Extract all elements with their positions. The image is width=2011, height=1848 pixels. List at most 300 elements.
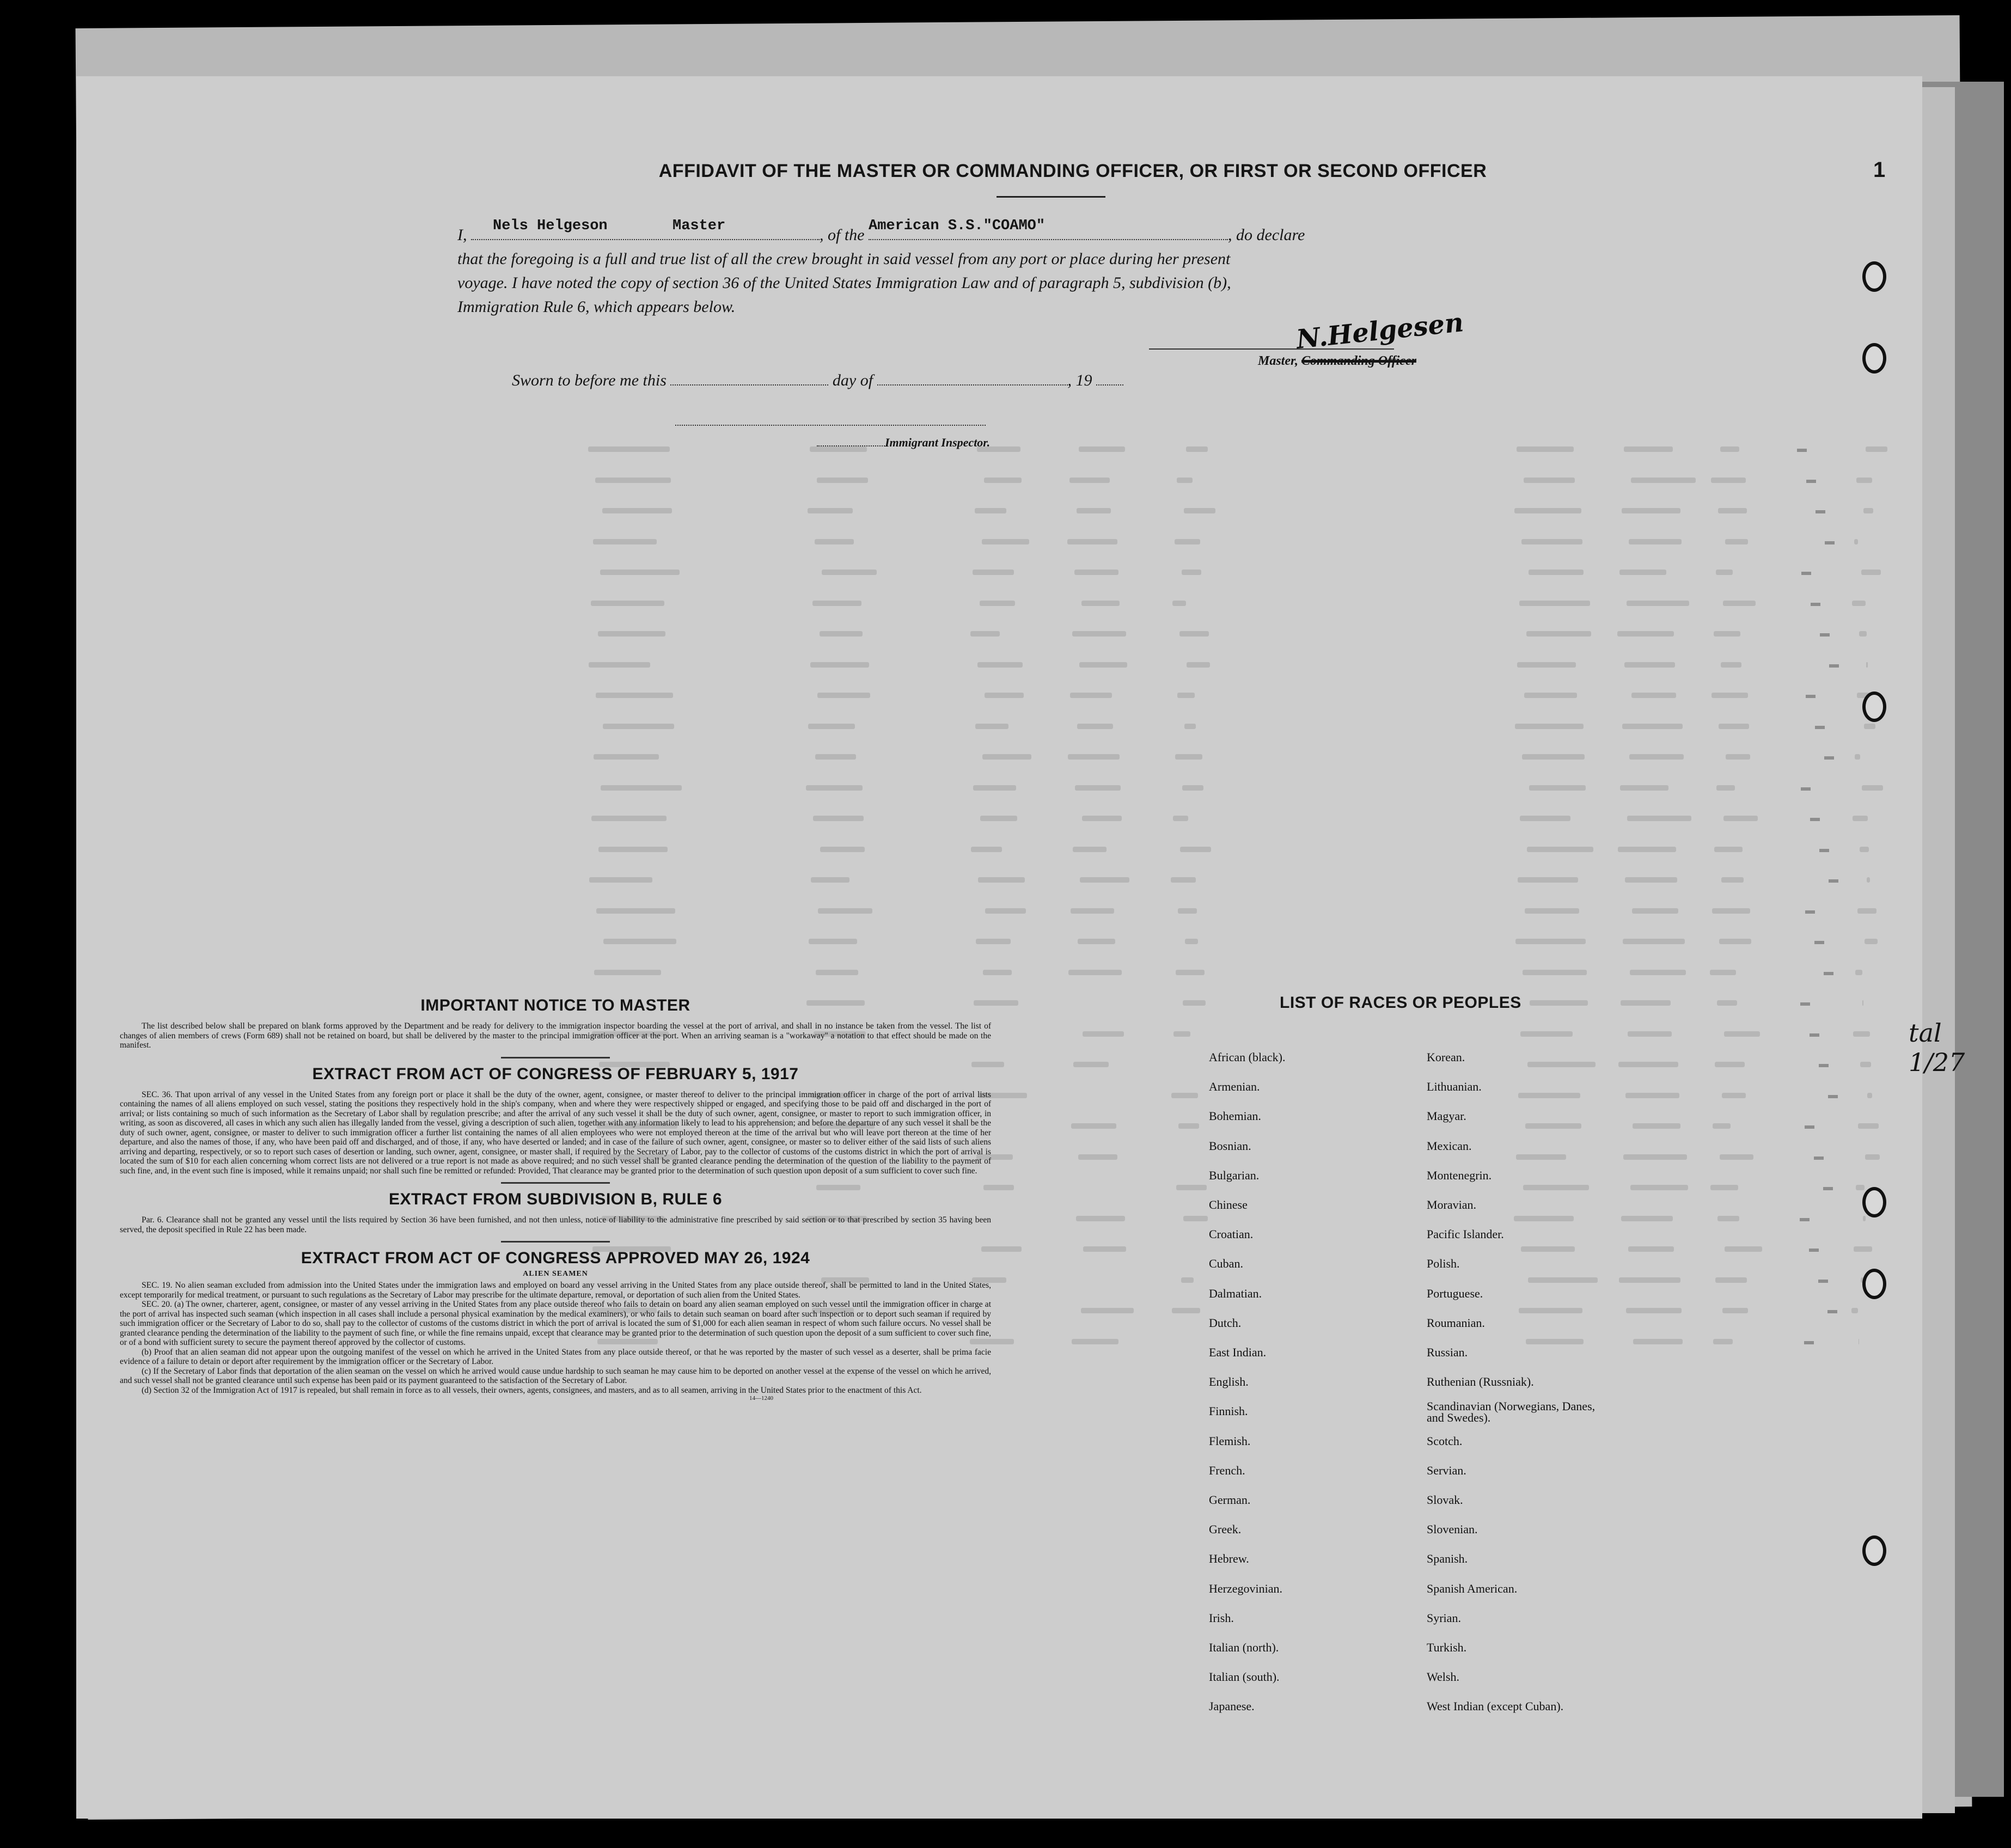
bleed-through-entry xyxy=(1710,970,1736,975)
bleed-through-entry xyxy=(1181,1277,1194,1283)
bleed-through-entry xyxy=(983,970,1012,975)
bleed-through-entry xyxy=(1068,754,1120,760)
bleed-through-mark xyxy=(1827,1310,1837,1313)
bleed-through-entry xyxy=(1860,847,1869,852)
bleed-through-entry xyxy=(806,785,863,791)
bleed-through-entry xyxy=(601,785,682,791)
declaration-line-1 xyxy=(457,218,1612,247)
bleed-through-entry xyxy=(1077,508,1111,513)
bleed-through-entry xyxy=(813,816,864,821)
bleed-through-mark xyxy=(1829,664,1839,668)
bleed-through-entry xyxy=(971,847,1002,852)
bleed-through-mark xyxy=(1805,1125,1814,1129)
bleed-through-entry xyxy=(1632,908,1678,914)
bleed-through-entry xyxy=(815,754,856,760)
bleed-through-entry xyxy=(1526,1339,1584,1344)
bleed-through-entry xyxy=(1711,478,1746,483)
bleed-through-entry xyxy=(594,754,659,760)
sworn-statement xyxy=(512,370,1123,390)
bleed-through-entry xyxy=(1071,1123,1116,1129)
bleed-through-entry xyxy=(1518,1093,1580,1098)
bleed-through-entry xyxy=(1629,754,1684,760)
inspector-dash xyxy=(817,437,885,446)
bleed-through-entry xyxy=(970,631,1000,637)
bleed-through-entry xyxy=(1719,939,1751,944)
declaration-of-the: , of the xyxy=(820,226,865,244)
race-item: Polish. xyxy=(1427,1257,1460,1271)
bleed-through-entry xyxy=(1710,1185,1738,1190)
declaration-do-declare: , do declare xyxy=(1228,226,1305,244)
bleed-through-entry xyxy=(1629,539,1682,544)
bleed-through-entry xyxy=(596,908,675,914)
bleed-through-entry xyxy=(1514,1216,1574,1221)
bleed-through-entry xyxy=(1079,446,1125,452)
bleed-through-entry xyxy=(976,939,1011,944)
bleed-through-entry xyxy=(1721,877,1744,883)
bleed-through-entry xyxy=(1626,1308,1682,1313)
race-item: Herzegovinian. xyxy=(1209,1581,1282,1595)
bleed-through-entry xyxy=(811,877,849,883)
bleed-through-entry xyxy=(1633,1339,1683,1344)
bleed-through-entry xyxy=(1082,816,1122,821)
sworn-day-of: day of xyxy=(832,371,873,389)
bleed-through-entry xyxy=(1081,601,1120,606)
race-item: Japanese. xyxy=(1209,1699,1255,1714)
race-item: Russian. xyxy=(1427,1345,1468,1359)
vessel-field xyxy=(869,218,1228,240)
bleed-through-entry xyxy=(1523,970,1587,975)
bleed-through-entry xyxy=(1866,662,1868,668)
sworn-year: , 19 xyxy=(1067,371,1092,389)
race-item: Greek. xyxy=(1209,1522,1242,1537)
bleed-through-entry xyxy=(820,631,863,637)
declaration-pronoun: I, xyxy=(457,226,467,244)
bleed-through-entry xyxy=(1857,908,1876,914)
bleed-through-entry xyxy=(602,508,672,513)
bleed-through-entry xyxy=(1180,847,1211,852)
race-item: African (black). xyxy=(1209,1050,1286,1064)
bleed-through-mark xyxy=(1800,1218,1810,1221)
race-item: Magyar. xyxy=(1427,1109,1466,1123)
bleed-through-entry xyxy=(1185,939,1198,944)
bleed-through-mark xyxy=(1800,1002,1810,1006)
bleed-through-entry xyxy=(1515,724,1584,729)
bleed-through-entry xyxy=(1072,1339,1118,1344)
bleed-through-entry xyxy=(1723,601,1756,606)
signature-label xyxy=(1258,354,1416,369)
bleed-through-entry xyxy=(1524,693,1577,698)
bleed-through-entry xyxy=(1175,539,1200,544)
bleed-through-entry xyxy=(1631,478,1696,483)
bleed-through-mark xyxy=(1829,879,1838,883)
race-item: Spanish. xyxy=(1427,1552,1468,1566)
sworn-day-field xyxy=(670,370,828,385)
bleed-through-entry xyxy=(1177,478,1193,483)
form-number: 14—1240 xyxy=(749,1395,773,1402)
declaration xyxy=(457,218,1612,319)
bleed-through-entry xyxy=(1726,754,1750,760)
master-signature: N.Helgesen xyxy=(1294,307,1465,355)
race-item: Slovak. xyxy=(1427,1493,1463,1507)
section-rule xyxy=(501,1182,610,1184)
bleed-through-entry xyxy=(818,908,872,914)
bleed-through-entry xyxy=(1622,724,1683,729)
bleed-through-entry xyxy=(1182,785,1203,791)
bleed-through-entry xyxy=(810,662,869,668)
bleed-through-mark xyxy=(1805,910,1815,914)
bleed-through-mark xyxy=(1806,480,1816,483)
bleed-through-entry xyxy=(980,601,1015,606)
bleed-through-entry xyxy=(1720,1154,1753,1160)
race-item: Italian (south). xyxy=(1209,1670,1280,1684)
bleed-through-entry xyxy=(1618,847,1676,852)
bleed-through-entry xyxy=(1717,1000,1737,1006)
extract-1917-heading: EXTRACT FROM ACT OF CONGRESS OF FEBRUARY 5, 1917 xyxy=(312,1064,799,1083)
signature-label-master: Master, xyxy=(1258,354,1299,368)
bleed-through-entry xyxy=(975,724,1008,729)
bleed-through-entry xyxy=(815,539,854,544)
bleed-through-entry xyxy=(1854,1246,1872,1252)
bleed-through-entry xyxy=(1073,1062,1109,1067)
bleed-through-entry xyxy=(1521,1246,1575,1252)
bleed-through-entry xyxy=(1529,570,1584,575)
race-item: Roumanian. xyxy=(1427,1315,1485,1330)
bleed-through-entry xyxy=(1865,939,1878,944)
bleed-through-entry xyxy=(1077,724,1113,729)
race-item: Dutch. xyxy=(1209,1315,1242,1330)
bleed-through-entry xyxy=(1517,662,1576,668)
race-item: Syrian. xyxy=(1427,1611,1461,1625)
race-item: Portuguese. xyxy=(1427,1286,1483,1300)
bleed-through-entry xyxy=(1083,1246,1126,1252)
bleed-through-mark xyxy=(1824,756,1834,760)
race-item: Chinese xyxy=(1209,1198,1248,1211)
notice-column xyxy=(120,996,991,1402)
section-rule xyxy=(501,1057,610,1058)
bleed-through-entry xyxy=(1621,1000,1671,1006)
sec20d-text: (d) Section 32 of the Immigration Act of 1917 is repealed, but shall remain in force as to all vessels, their owners, agents, consignees, and masters, and as to all seamen, arriving in the United States prior to the enactment of this Act. xyxy=(142,1385,922,1395)
bleed-through-entry xyxy=(1715,1277,1747,1283)
bleed-through-entry xyxy=(1076,1216,1125,1221)
bleed-through-mark xyxy=(1810,1033,1819,1037)
bleed-through-entry xyxy=(1172,1308,1200,1313)
bleed-through-entry xyxy=(1526,631,1591,637)
bleed-through-entry xyxy=(1717,1216,1739,1221)
race-item: German. xyxy=(1209,1493,1251,1507)
bleed-through-entry xyxy=(1175,754,1202,760)
bleed-through-entry xyxy=(1863,1216,1866,1221)
bleed-through-entry xyxy=(1720,446,1739,452)
bleed-through-entry xyxy=(1184,508,1215,513)
bleed-through-entry xyxy=(1713,1339,1733,1344)
bleed-through-entry xyxy=(1080,877,1129,883)
bleed-through-entry xyxy=(1716,785,1735,791)
bleed-through-entry xyxy=(1172,601,1186,606)
bleed-through-mark xyxy=(1816,510,1825,513)
bleed-through-entry xyxy=(1628,1246,1674,1252)
bleed-through-entry xyxy=(1527,1062,1596,1067)
bleed-through-entry xyxy=(1863,508,1873,513)
bleed-through-entry xyxy=(1528,1277,1598,1283)
inspector-text: Immigrant Inspector. xyxy=(885,436,991,449)
bleed-through-entry xyxy=(984,478,1022,483)
bleed-through-entry xyxy=(978,877,1025,883)
bleed-through-entry xyxy=(973,785,1016,791)
bleed-through-entry xyxy=(1079,662,1127,668)
alien-seamen-subheading: ALIEN SEAMEN xyxy=(523,1270,588,1278)
bleed-through-entry xyxy=(1519,601,1590,606)
race-item: Finnish. xyxy=(1209,1404,1248,1418)
race-item: Korean. xyxy=(1427,1050,1465,1064)
bleed-through-entry xyxy=(1721,662,1741,668)
bleed-through-entry xyxy=(1070,693,1112,698)
bleed-through-entry xyxy=(817,693,870,698)
bleed-through-entry xyxy=(1855,970,1862,975)
bleed-through-entry xyxy=(982,754,1031,760)
bleed-through-entry xyxy=(1619,570,1666,575)
bleed-through-entry xyxy=(1525,1123,1581,1129)
bleed-through-entry xyxy=(973,570,1014,575)
bleed-through-entry xyxy=(1078,1154,1117,1160)
sec20c-text: (c) If the Secretary of Labor finds that deportation of the alien seaman on the vessel on which he arrived would cause undue hardship to such seaman he may cause him to be deported on another vessel at the expense of the vessel on which he arrived, and such vessel shall not be granted clearance until such expense has been paid or its payment guaranteed to the satisfaction of the Secretary of Labor. xyxy=(120,1366,991,1385)
bleed-through-entry xyxy=(808,508,853,513)
bleed-through-entry xyxy=(1524,478,1575,483)
bleed-through-entry xyxy=(596,693,673,698)
bleed-through-entry xyxy=(1071,908,1114,914)
bleed-through-entry xyxy=(1078,939,1115,944)
bleed-through-entry xyxy=(1527,847,1593,852)
bleed-through-mark xyxy=(1824,972,1833,975)
sec20a-text: SEC. 20. (a) The owner, charterer, agent, consignee, or master of any vessel arriving in the United States from any place outside thereof who fails to detain on board any alien seaman employed on such vessel until the immigration officer in charge at the port of arrival has inspected such seaman (which inspection in all cases shall include a personal physical examination by the medical examiners), or who fails to detain such seaman on board after such inspection or to deport such seaman if required by such immigration officer or the Secretary of Labor to do so, shall pay to the collector of customs of the customs district in which the port of arrival is located the sum of $1,000 for each alien seaman in respect of whom such failure occurs. No vessel shall be granted clearance pending the determination of the liability to the payment of such fine, or while the fine remains unpaid, except that clearance may be granted prior to the determination of such question upon the deposit of a sum sufficient to cover such fine, or of a bond with sufficient surety to secure the payment thereof approved by the collector of customs. xyxy=(120,1300,991,1347)
race-item: Mexican. xyxy=(1427,1139,1472,1153)
race-item: Bulgarian. xyxy=(1209,1168,1260,1182)
extract-1917-text: SEC. 36. That upon arrival of any vessel in the United States from any foreign port or place it shall be the duty of the owner, agent, consignee, or master thereof to deliver to the principal immigration officer in charge of the port of arrival lists containing the names of all aliens employed on such vessel, stating the positions they respectively hold in the ship's company, when and where they were respectively shipped or engaged, and specifying those to be paid off and discharged in the port of arrival; or lists containing so much of such information as the Secretary of Labor shall by regulation prescribe; and after the arrival of any such vessel it shall be the duty of such owner, agent, consignee, or master to report to such immigration officer, in writing, as soon as discovered, all cases in which any such alien has illegally landed from the vessel, giving a description of such alien, together with any information likely to lead to his apprehension; and before the departure of any such vessel it shall be the duty of such owner, agent, consignee, or master to deliver to such immigration officer a further list containing the names of all alien employees who were not employed thereon at the time of the arrival but who will leave port thereon at the time of her departure, and also the names of those, if any, who have been paid off and discharged, and of those, if any, who have deserted or landed; and in case of the failure of such owner, agent, consignee, or master so to deliver either of the said lists of such aliens arriving and departing, respectively, or so to report such cases of desertion or landing, such owner, agent, consignee, or master shall, if required by the Secretary of Labor, pay to the collector of customs of the customs district in which the port of arrival is located the sum of $10 for each alien concerning whom correct lists are not delivered or a true report is not made as above required; and no such vessel shall be granted clearance pending the determination of the question of the liability to the payment of such fine, and, in the event such fine is imposed, while it remains unpaid; nor shall such fine be remitted or refunded: Provided, That clearance may be granted prior to the determination of such question upon deposit of a sum sufficient to cover such fine. xyxy=(120,1090,991,1176)
bleed-through-entry xyxy=(1178,908,1197,914)
bleed-through-mark xyxy=(1814,1156,1824,1160)
bleed-through-entry xyxy=(1073,847,1107,852)
bleed-through-entry xyxy=(985,693,1024,698)
race-item: Bohemian. xyxy=(1209,1109,1261,1123)
bleed-through-entry xyxy=(1852,601,1866,606)
bleed-through-entry xyxy=(1621,1216,1673,1221)
bleed-through-mark xyxy=(1825,541,1835,544)
bleed-through-entry xyxy=(1867,877,1870,883)
race-item: Montenegrin. xyxy=(1427,1168,1492,1182)
bleed-through-entry xyxy=(975,508,1006,513)
bleed-through-entry xyxy=(591,816,667,821)
bleed-through-mark xyxy=(1804,1341,1814,1344)
bleed-through-entry xyxy=(1521,539,1582,544)
bleed-through-entry xyxy=(809,939,857,944)
bleed-through-entry xyxy=(594,970,661,975)
declaration-line-3: voyage. I have noted the copy of section 36 of the United States Immigration Law and of paragraph 5, subdivision (b), xyxy=(457,274,1231,292)
bleed-through-entry xyxy=(1072,631,1126,637)
bleed-through-entry xyxy=(820,847,865,852)
bleed-through-entry xyxy=(603,724,674,729)
bleed-through-entry xyxy=(1858,1123,1879,1129)
bleed-through-entry xyxy=(1187,662,1210,668)
race-item: East Indian. xyxy=(1209,1345,1267,1359)
bleed-through-entry xyxy=(1171,877,1196,883)
bleed-through-entry xyxy=(982,539,1029,544)
bleed-through-entry xyxy=(817,478,868,483)
bleed-through-entry xyxy=(1068,970,1122,975)
bleed-through-mark xyxy=(1801,572,1811,575)
bleed-through-mark xyxy=(1815,726,1825,729)
declaration-line-4: Immigration Rule 6, which appears below. xyxy=(457,298,736,316)
race-item: Italian (north). xyxy=(1209,1641,1279,1654)
race-item: Scandinavian (Norwegians, Danes, and Swedes). xyxy=(1427,1399,1596,1425)
bleed-through-entry xyxy=(1719,724,1749,729)
bleed-through-entry xyxy=(1627,601,1689,606)
race-item: English. xyxy=(1209,1375,1249,1389)
bleed-through-entry xyxy=(1716,570,1733,575)
bleed-through-entry xyxy=(1724,1031,1760,1037)
bleed-through-entry xyxy=(985,908,1026,914)
bleed-through-entry xyxy=(1851,1308,1858,1313)
bleed-through-entry xyxy=(1171,1093,1198,1098)
section-rule xyxy=(501,1241,610,1243)
bleed-through-entry xyxy=(1859,631,1867,637)
binder-hole xyxy=(1862,1187,1886,1217)
margin-annotation: tal 1/27 xyxy=(1909,1018,1965,1077)
inspector-signature-line xyxy=(675,425,986,426)
bleed-through-entry xyxy=(1177,693,1195,698)
bleed-through-entry xyxy=(1624,446,1673,452)
bleed-through-entry xyxy=(1627,816,1691,821)
bleed-through-entry xyxy=(1617,631,1674,637)
bleed-through-entry xyxy=(1623,1154,1687,1160)
bleed-through-entry xyxy=(1853,1031,1870,1037)
bleed-through-entry xyxy=(1519,1308,1582,1313)
signature-label-struck: Commanding Officer xyxy=(1301,354,1416,368)
bleed-through-entry xyxy=(1183,1216,1208,1221)
bleed-through-entry xyxy=(1725,539,1748,544)
bleed-through-entry xyxy=(603,939,676,944)
bleed-through-entry xyxy=(1630,1185,1688,1190)
bleed-through-entry xyxy=(1081,1308,1134,1313)
bleed-through-entry xyxy=(1530,1000,1588,1006)
bleed-through-entry xyxy=(1866,446,1887,452)
bleed-through-entry xyxy=(1517,446,1574,452)
bleed-through-entry xyxy=(1633,1123,1680,1129)
bleed-through-entry xyxy=(589,662,650,668)
bleed-through-entry xyxy=(598,631,665,637)
notice-text: The list described below shall be prepared on blank forms approved by the Department and be ready for delivery to the immigration inspector boarding the vessel at the port of arrival, and shall in no instance be taken from the vessel. The list of changes of alien members of crews (Form 689) shall not be retained on board, but shall be delivered by the master to the principal immigration officer at the port. When an arriving seaman is a "workaway" a notation to that effect should be made on the manifest. xyxy=(120,1021,991,1050)
bleed-through-entry xyxy=(1625,877,1677,883)
race-item: West Indian (except Cuban). xyxy=(1427,1699,1564,1714)
bleed-through-entry xyxy=(588,446,670,452)
inspector-label xyxy=(817,436,990,450)
affidavit-page xyxy=(76,76,1965,1819)
bleed-through-entry xyxy=(1518,877,1578,883)
bleed-through-mark xyxy=(1811,603,1820,606)
sec19-text: SEC. 19. No alien seaman excluded from admission into the United States under the immigration laws and employed on board any vessel arriving in the United States from any place outside thereof, shall be permitted to land in the United States, except temporarily for medical treatment, or pursuant to such regulations as the Secretary of Labor may prescribe for the ultimate departure, removal, or deportation of such alien from the United States. xyxy=(120,1281,991,1300)
bleed-through-entry xyxy=(977,662,1023,668)
bleed-through-entry xyxy=(1178,1123,1199,1129)
bleed-through-entry xyxy=(1173,816,1188,821)
race-item: Pacific Islander. xyxy=(1427,1227,1504,1241)
binder-hole xyxy=(1862,692,1886,722)
declaration-line-2: that the foregoing is a full and true list of all the crew brought in said vessel from any port or place during her present xyxy=(457,250,1231,268)
bleed-through-mark xyxy=(1818,1280,1828,1283)
sworn-month-field xyxy=(877,370,1068,385)
bleed-through-entry xyxy=(1853,816,1868,821)
bleed-through-entry xyxy=(1856,1185,1865,1190)
bleed-through-entry xyxy=(1864,724,1875,729)
bleed-through-entry xyxy=(1067,539,1117,544)
bleed-through-entry xyxy=(1520,816,1570,821)
bleed-through-entry xyxy=(1856,478,1872,483)
title-rule xyxy=(997,196,1105,198)
bleed-through-entry xyxy=(822,570,877,575)
bleed-through-entry xyxy=(1525,908,1579,914)
subdivision-heading: EXTRACT FROM SUBDIVISION B, RULE 6 xyxy=(388,1190,723,1208)
bleed-through-entry xyxy=(1514,508,1581,513)
bleed-through-entry xyxy=(595,478,671,483)
bleed-through-entry xyxy=(1722,1093,1746,1098)
binder-hole xyxy=(1862,343,1886,374)
bleed-through-entry xyxy=(1620,785,1668,791)
bleed-through-mark xyxy=(1814,941,1824,944)
bleed-through-entry xyxy=(1186,446,1208,452)
race-item: Cuban. xyxy=(1209,1257,1243,1271)
binder-hole xyxy=(1862,261,1886,292)
bleed-through-entry xyxy=(1725,1246,1762,1252)
binder-hole xyxy=(1862,1535,1886,1566)
bleed-through-entry xyxy=(1865,1154,1880,1160)
bleed-through-mark xyxy=(1828,1095,1838,1098)
bleed-through-entry xyxy=(1631,693,1676,698)
bleed-through-entry xyxy=(1712,908,1750,914)
race-item: Servian. xyxy=(1427,1463,1466,1477)
bleed-through-entry xyxy=(1723,816,1758,821)
bleed-through-entry xyxy=(1712,693,1748,698)
sworn-year-field xyxy=(1096,370,1123,385)
name-rank-field xyxy=(471,218,820,240)
race-item: Bosnian. xyxy=(1209,1139,1251,1153)
bleed-through-entry xyxy=(1860,1062,1871,1067)
bleed-through-entry xyxy=(808,724,855,729)
bleed-through-entry xyxy=(1854,539,1858,544)
race-item: Lithuanian. xyxy=(1427,1080,1482,1094)
bleed-through-entry xyxy=(1182,570,1201,575)
page-number: 1 xyxy=(1873,158,1886,182)
bleed-through-entry xyxy=(1861,570,1881,575)
bleed-through-entry xyxy=(1176,970,1205,975)
race-item: Croatian. xyxy=(1209,1227,1254,1241)
bleed-through-entry xyxy=(1714,847,1743,852)
bleed-through-mark xyxy=(1819,849,1829,852)
bleed-through-entry xyxy=(1624,662,1675,668)
adjacent-page-edge xyxy=(1922,87,1955,1813)
race-item: Moravian. xyxy=(1427,1198,1477,1211)
bleed-through-mark xyxy=(1810,818,1820,821)
bleed-through-entry xyxy=(1523,1185,1589,1190)
race-item: Hebrew. xyxy=(1209,1552,1249,1566)
bleed-through-entry xyxy=(591,601,664,606)
race-item: Spanish American. xyxy=(1427,1581,1518,1595)
bleed-through-entry xyxy=(1074,570,1118,575)
race-item: Armenian. xyxy=(1209,1080,1260,1094)
notice-heading: IMPORTANT NOTICE TO MASTER xyxy=(420,996,690,1014)
race-item: Ruthenian (Russniak). xyxy=(1427,1375,1534,1389)
bleed-through-entry xyxy=(1179,631,1209,637)
races-heading: LIST OF RACES OR PEOPLES xyxy=(1280,994,1521,1012)
bleed-through-entry xyxy=(816,970,858,975)
bleed-through-entry xyxy=(1855,754,1860,760)
binder-hole xyxy=(1862,1269,1886,1299)
